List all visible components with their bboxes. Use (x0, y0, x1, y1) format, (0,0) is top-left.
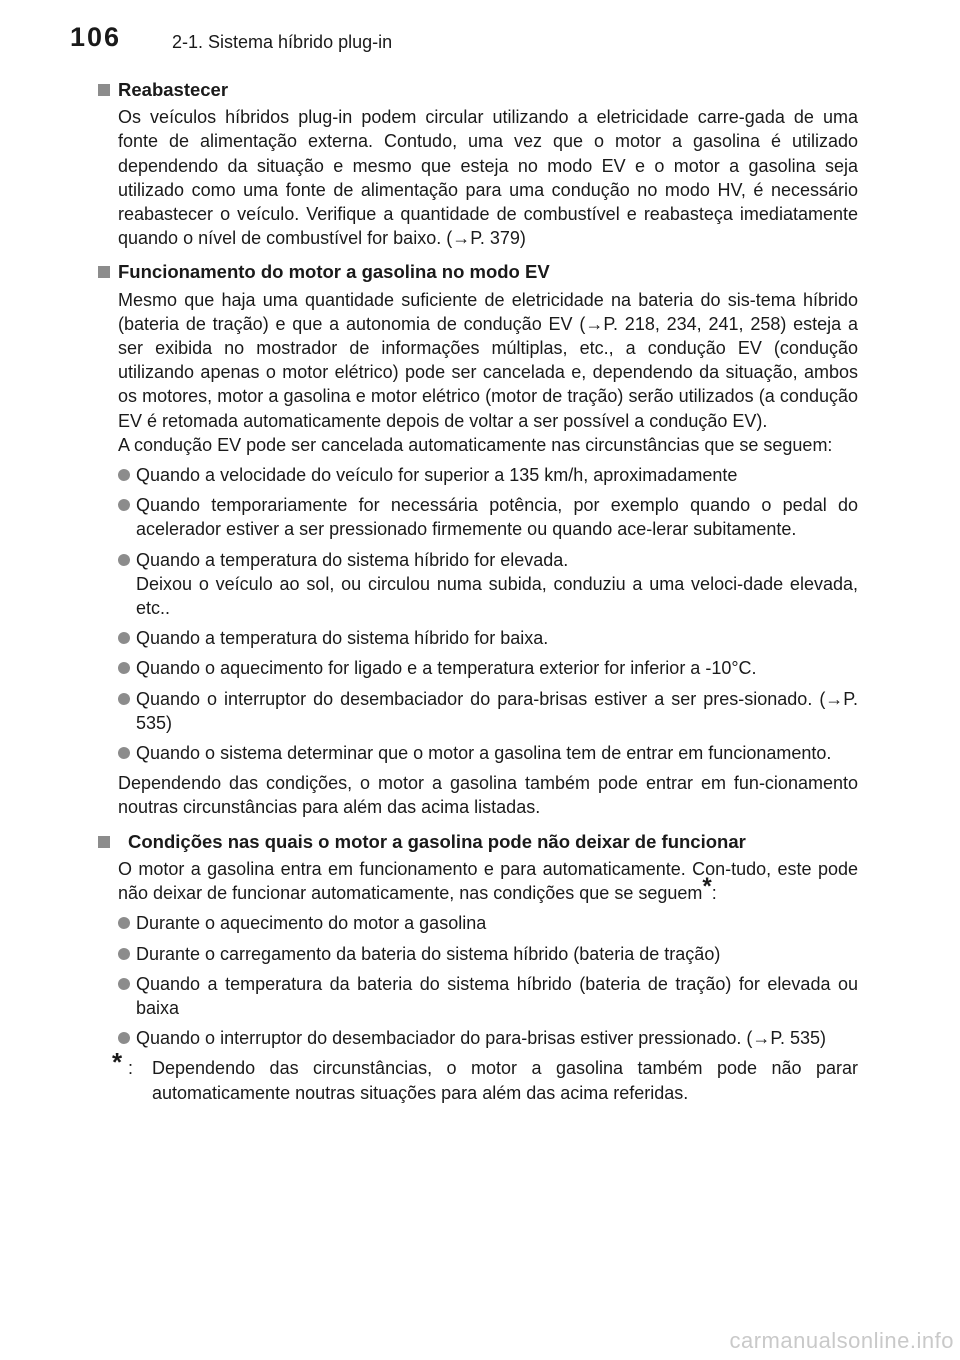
bullet-list (118, 463, 858, 765)
list-item (118, 626, 858, 650)
list-item (118, 687, 858, 735)
circle-bullet-icon (118, 469, 130, 481)
paragraph: Dependendo das condições, o motor a gasolina também pode entrar em fun-cionamento noutras circunstâncias para além das acima listadas. (118, 773, 858, 818)
heading-text: Condições nas quais o motor a gasolina pode não deixar de funcionar (128, 830, 746, 852)
square-bullet-icon (98, 84, 110, 96)
circle-bullet-icon (118, 948, 130, 960)
footnote-text: Dependendo das circunstâncias, o motor a gasolina também pode não parar automaticamente noutras situações para além das acima referidas. (152, 1058, 858, 1103)
section-engine-not-stop (98, 830, 858, 1051)
list-item (118, 972, 858, 1020)
footnote-colon: : (128, 1058, 134, 1079)
circle-bullet-icon (118, 499, 130, 511)
list-item-text: Quando a velocidade do veículo for superior a 135 km/h, aproximadamente (136, 465, 738, 486)
list-item-text: Durante o aquecimento do motor a gasolina (136, 913, 487, 934)
list-item (118, 741, 858, 765)
list-item (118, 942, 858, 966)
circle-bullet-icon (118, 693, 130, 705)
section-title: 2-1. Sistema híbrido plug-in (172, 32, 393, 52)
footnote-mark: * (112, 1047, 123, 1078)
section-heading (98, 260, 858, 284)
circle-bullet-icon (118, 917, 130, 929)
paragraph (118, 857, 858, 905)
circle-bullet-icon (118, 747, 130, 759)
square-bullet-icon (98, 836, 110, 848)
list-item-text: Quando temporariamente for necessária potência, por exemplo quando o pedal do acelerador estiver a ser pressionado firmemente ou quando ace-lerar subitamente. (136, 495, 858, 540)
circle-bullet-icon (118, 978, 130, 990)
list-item (118, 463, 858, 487)
heading-text: Reabastecer (118, 79, 229, 100)
list-item (118, 911, 858, 935)
list-item (118, 493, 858, 541)
list-item-text: Quando o sistema determinar que o motor a gasolina tem de entrar em funcionamento. (136, 743, 832, 764)
section-heading (98, 830, 858, 854)
page-content (98, 78, 858, 1105)
circle-bullet-icon (118, 632, 130, 644)
section-heading (98, 78, 858, 102)
footnote-reference: * (702, 873, 712, 901)
paragraph: Mesmo que haja uma quantidade suficiente de eletricidade na bateria do sis-tema híbrido (bateria de tração) e que a autonomia de condução EV (→P. 218, 234, 241, 258) esteja a ser exibida no mostrador de informações múltiplas, etc., a condução EV (condução utilizando apenas o motor elétrico) pode ser cancelada e, dependendo da situação, ambos os motores, motor a gasolina e motor elétrico (motor de tração) serão utilizados (a condução EV é retomada automaticamente depois de voltar a ser possível a condução EV). (118, 289, 858, 431)
footnote (112, 1047, 858, 1104)
circle-bullet-icon (118, 1032, 130, 1044)
watermark: carmanualsonline.info (729, 1328, 954, 1353)
list-item (118, 548, 858, 621)
list-item-text: Durante o carregamento da bateria do sistema híbrido (bateria de tração) (136, 943, 721, 964)
paragraph-text: O motor a gasolina entra em funcionamento e para automaticamente. Con-tudo, este pode não deixar de funcionar automaticamente, nas condições que se seguem (118, 858, 858, 904)
paragraph-colon: : (711, 883, 717, 904)
paragraph: Os veículos híbridos plug-in podem circular utilizando a eletricidade carre-gada de uma fonte de alimentação externa. Contudo, uma vez que o motor a gasolina é utilizado dependendo da situação e mesmo que esteja no modo EV e o motor a gasolina seja utilizado como uma fonte de alimentação para uma condução no modo HV, é necessário reabastecer o veículo. Verifique a quantidade de combustível e reabasteça imediatamente quando o nível de combustível for baixo. (→P. 379) (118, 107, 858, 249)
list-item-text: Quando a temperatura da bateria do sistema híbrido (bateria de tração) for elevada ou baixa (136, 973, 858, 1018)
list-item-text: Quando o interruptor do desembaciador do para-brisas estiver a ser pres-sionado. (→P. 535) (136, 688, 858, 733)
bullet-list (118, 911, 858, 1050)
square-bullet-icon (98, 266, 110, 278)
section-engine-ev (98, 260, 858, 819)
list-item-text: Quando o interruptor do desembaciador do para-brisas estiver pressionado. (→P. 535) (136, 1028, 827, 1049)
heading-text: Funcionamento do motor a gasolina no modo EV (118, 261, 550, 283)
paragraph: A condução EV pode ser cancelada automaticamente nas circunstâncias que se seguem: (118, 434, 833, 455)
list-item-text: Quando a temperatura do sistema híbrido for baixa. (136, 628, 549, 649)
list-item-subtext: Deixou o veículo ao sol, ou circulou numa subida, conduziu a uma veloci-dade elevada, etc.. (136, 573, 858, 619)
list-item (118, 1026, 858, 1050)
circle-bullet-icon (118, 662, 130, 674)
section-refuel (98, 78, 858, 250)
list-item (118, 656, 858, 680)
list-item-text: Quando a temperatura do sistema híbrido for elevada. (136, 549, 569, 570)
list-item-text: Quando o aquecimento for ligado e a temperatura exterior for inferior a -10°C. (136, 658, 757, 679)
page-number: 106 (70, 22, 122, 52)
circle-bullet-icon (118, 554, 130, 566)
